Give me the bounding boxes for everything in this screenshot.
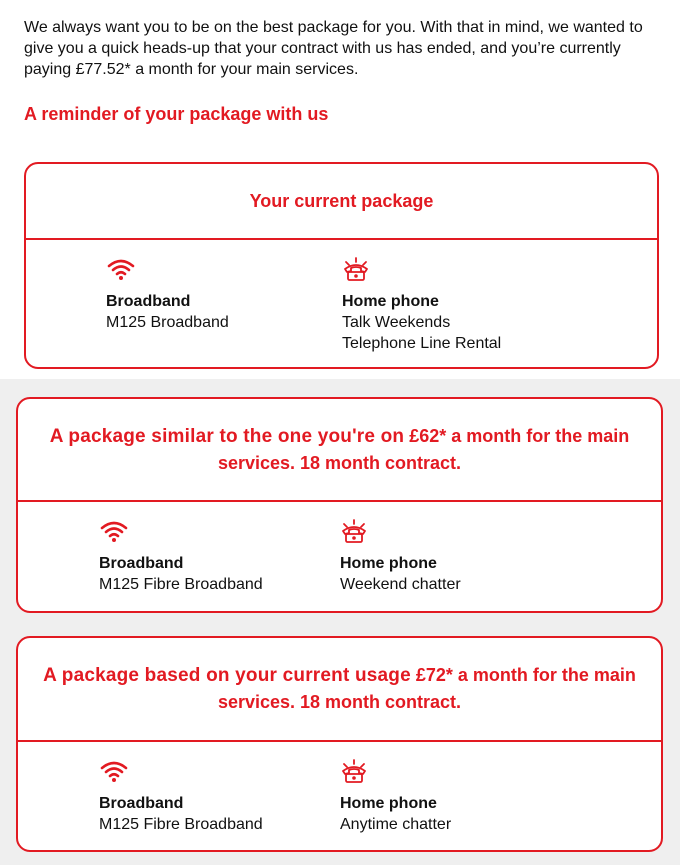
phone-product: Weekend chatter [340,576,461,593]
similar-package-card [16,397,663,613]
wifi-icon [99,518,129,546]
reminder-heading: A reminder of your package with us [24,104,329,124]
usage-package-title-bold: A package based on your current usage [43,665,411,686]
phone-label: Home phone [342,293,439,310]
broadband-label: Broadband [106,293,191,310]
phone-product: Talk Weekends [342,314,451,331]
intro-paragraph: We always want you to be on the best package for you. With that in mind, we wanted to give you a quick heads-up that your contract with us has ended, and you’re currently paying £77.52* a month for your main services. [24,19,643,78]
broadband-product: M125 Fibre Broadband [99,816,263,833]
wifi-icon [99,758,129,786]
phone-column [340,742,451,835]
broadband-column [99,742,263,835]
usage-package-title-price: £72* a month for the main services. 18 month contract. [217,665,636,712]
phone-column [340,502,461,595]
telephone-icon [340,758,368,786]
usage-package-card [16,636,663,852]
phone-label: Home phone [340,555,437,572]
wifi-icon [106,256,136,284]
broadband-product: M125 Fibre Broadband [99,576,263,593]
broadband-label: Broadband [99,555,184,572]
telephone-icon [340,518,368,546]
broadband-column [99,502,263,595]
broadband-column [106,240,229,333]
phone-label: Home phone [340,795,437,812]
phone-column [342,240,501,354]
similar-package-title-price: £62* a month for the main services. 18 month contract. [217,425,630,473]
similar-package-title [18,399,661,502]
telephone-icon [342,256,370,284]
phone-product: Anytime chatter [340,816,452,833]
current-package-card [24,162,659,369]
usage-package-title [18,638,661,742]
current-package-title: Your current package [26,164,657,240]
broadband-product: M125 Broadband [106,314,229,331]
broadband-label: Broadband [99,795,184,812]
similar-package-title-bold: A package similar to the one you're on [49,425,405,447]
phone-product: Telephone Line Rental [342,335,502,352]
